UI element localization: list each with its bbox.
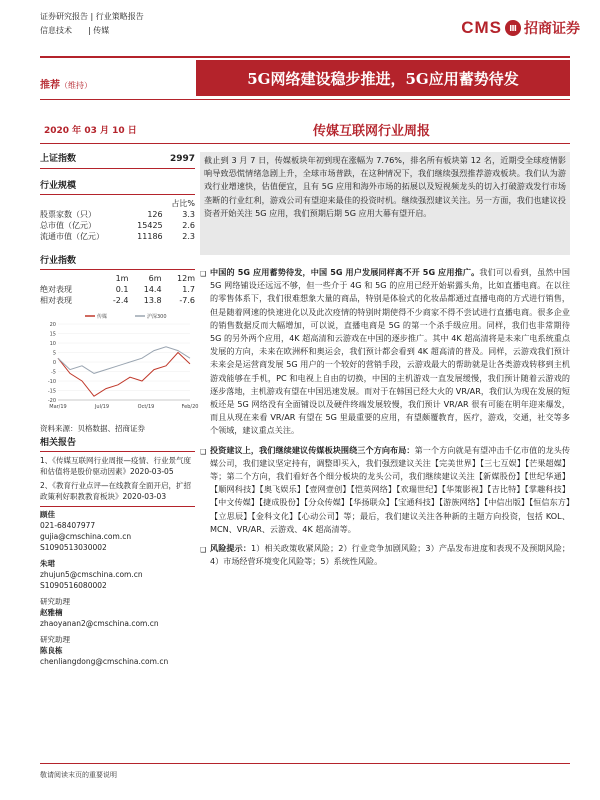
link-strategy[interactable]: 行业策略报告 bbox=[95, 12, 144, 21]
contact-name: 赵雅楠 bbox=[40, 608, 63, 617]
related-reports bbox=[40, 438, 195, 502]
series-line-0 bbox=[58, 353, 190, 397]
bullet-lead: 中国的 5G 应用蓄势待发，中国 5G 用户发展同样离不开 5G 应用推广。 bbox=[210, 267, 480, 277]
contact-email[interactable]: gujia@cmschina.com.cn bbox=[40, 532, 132, 541]
index-label: 上证指数 bbox=[40, 154, 77, 164]
footer-note: 敬请阅读末页的重要说明 bbox=[40, 771, 117, 779]
x-tick-label: Jul/19 bbox=[94, 404, 110, 410]
bullet-text: 第一个方向就是有望冲击千亿市值的龙头传媒公司，我们建议坚定持有，调整即买入，我们强烈建议关注【完美世界】【三七互娱】【芒果超媒】等；第二个方向，我们看好各个细分板块的龙头公司，我们继续建议关注【新媒股份】【世纪华通】【顺网科技】【奥飞娱乐】【壹网壹创】【恺英网络】【欢瑞世纪】【华策影视】【吉比特】【掌趣科技】【中文传媒】【捷成股份】【分众传媒】【华扬联众】【宝通科技】【游族网络】【中信出版】【恒信东方】【立思辰】【金科文化】【心动公司】等；最后，我们建议关注各种新的主题方向投资，包括 KOL、MCN、VR/AR、云游戏、4K 超高清等。 bbox=[210, 444, 570, 534]
scale-col: 占比% bbox=[171, 199, 195, 208]
table-row bbox=[40, 284, 195, 295]
y-tick-label: 5 bbox=[52, 350, 56, 357]
bullet-text: 1）相关政策收紧风险；2）行业竞争加剧风险；3）产品发布进度和表现不及预期风险；4）市场经营环境变化风险等；5）系统性风险。 bbox=[210, 543, 570, 567]
cell: 1.7 bbox=[182, 285, 195, 294]
cell: 股票家数（只） bbox=[40, 210, 96, 219]
y-tick-label: 0 bbox=[52, 360, 56, 366]
x-tick-label: Feb/20 bbox=[181, 404, 199, 410]
contact-name: 朱珺 bbox=[40, 559, 55, 568]
contact-email[interactable]: zhujun5@cmschina.com.cn bbox=[40, 570, 143, 579]
bullet-icon: ❑ bbox=[200, 546, 207, 555]
sidebar bbox=[40, 150, 199, 667]
cell: 126 bbox=[147, 210, 163, 219]
list-item bbox=[200, 444, 570, 536]
y-tick-label: -10 bbox=[47, 379, 56, 385]
rating bbox=[40, 76, 92, 91]
report-subtitle: 传媒互联网行业周报 bbox=[313, 124, 431, 139]
list-item bbox=[200, 542, 570, 568]
report-date: 2020 年 03 月 10 日 bbox=[44, 126, 137, 136]
cell: 11186 bbox=[137, 232, 163, 241]
divider bbox=[40, 763, 570, 764]
index-row bbox=[40, 154, 195, 169]
x-tick-label: Mar/19 bbox=[49, 404, 67, 410]
list-item bbox=[200, 266, 570, 438]
link-it[interactable]: 信息技术 bbox=[40, 26, 72, 35]
table-row bbox=[40, 231, 195, 242]
logo-text: CMS bbox=[461, 18, 502, 37]
perf-chart bbox=[40, 310, 199, 414]
contacts bbox=[40, 506, 195, 667]
y-tick-label: -20 bbox=[47, 398, 56, 404]
y-tick-label: 20 bbox=[49, 322, 56, 328]
y-tick-label: -5 bbox=[51, 369, 56, 376]
legend-label: 沪深300 bbox=[147, 314, 167, 320]
y-tick-label: 10 bbox=[49, 341, 56, 347]
y-tick-label: -15 bbox=[47, 388, 56, 395]
cell: 2.6 bbox=[182, 221, 195, 230]
link-report[interactable]: 证券研究报告 bbox=[40, 12, 88, 21]
table-row bbox=[40, 220, 195, 231]
scale-title: 行业规模 bbox=[40, 181, 195, 195]
y-tick-label: 15 bbox=[49, 331, 56, 338]
table-row bbox=[40, 295, 195, 306]
related-title: 相关报告 bbox=[40, 438, 195, 452]
index-value: 2997 bbox=[169, 154, 195, 164]
bullet-list bbox=[200, 266, 570, 574]
cell: 0.1 bbox=[115, 285, 129, 294]
related-item[interactable]: 2、《教育行业点评—在线教育全面开启，扩招政策利好职教教育板块》2020-03-03 bbox=[40, 481, 192, 501]
table-row bbox=[40, 209, 195, 220]
contact-id: S1090516080002 bbox=[40, 581, 107, 590]
contact-phone: 021-68407977 bbox=[40, 521, 96, 530]
contact-email[interactable]: chenliangdong@cmschina.com.cn bbox=[40, 657, 169, 666]
perf-table bbox=[40, 273, 195, 306]
bullet-lead: 投资建议上，我们继续建议传媒板块围绕三个方向布局： bbox=[210, 444, 415, 455]
divider bbox=[40, 143, 570, 144]
divider bbox=[40, 56, 570, 58]
cell: 12m bbox=[177, 274, 195, 283]
cell: 2.3 bbox=[182, 232, 195, 241]
x-tick-label: Oct/19 bbox=[137, 404, 155, 410]
cell: -7.6 bbox=[179, 296, 195, 305]
bullet-icon: ❑ bbox=[200, 447, 207, 456]
cell: 相对表现 bbox=[40, 296, 72, 305]
bullet-text: 我们可以看到，虽然中国 5G 网络铺设还远远不够，但一些介于 4G 和 5G 的应用已经开始崭露头角，比如直播电商。在以往的零售体系下，我们很难想象大量的商品，特别是体验式的化妆品都通过直播电商的方式进行销售，但是随着网速的快速进化以及此次疫情的特别时期使得不少商家不得不尝试进行直播电商。很多企业的销售数据反而大幅增加，可以说，直播电商是 5G 的第一个杀手级应用。同样，我们也非常期待 5G 的另外两个应用，4K 超高清和云游戏在中国的逐步推广。其中 4K 超高清将是未来广电系统重点发展的方向，未来在欧洲杯和奥运会，我们预计都会看到 4K 超高清的普及。同样，云游戏我们预计未来会是运营商发展 5G 用户的一个较好的营销手段，云游戏最大的帮助就是让各类游戏转移到主机游戏能够在手机，PC 和电视上自由的切换，中国的主机游戏一直发展缓慢，我们预计随着云游戏的逐步落地，主机游戏有望在中国迅速发展。而对于在韩国已经大火的 VR/AR，我们认为现在发展的短板还是 5G 网络没有全面铺设以及硬件终端发展较慢，我们预计 VR/AR 很有可能在明年迎来爆发，而且从现在来看 VR/AR 有望在 5G 里最重要的应用，有望颇覆教育，医疗，游戏，交通，社交等多个领域，建议重点关注。 bbox=[210, 267, 570, 436]
rating-label: 推荐 bbox=[40, 80, 60, 91]
cell: -2.4 bbox=[112, 296, 129, 305]
contact-id: S1090513030002 bbox=[40, 543, 107, 552]
cell: 14.4 bbox=[143, 285, 162, 294]
cell: 流通市值（亿元） bbox=[40, 232, 104, 241]
logo-cn: 招商证券 bbox=[524, 21, 580, 37]
rating-sub: （维持） bbox=[60, 81, 92, 90]
link-media[interactable]: 传媒 bbox=[93, 26, 110, 35]
contact-name: 顾佳 bbox=[40, 510, 55, 519]
report-title: 5G网络建设稳步推进，5G应用蓄势待发 bbox=[196, 60, 570, 96]
bullet-icon: ❑ bbox=[200, 270, 207, 278]
cell: 15425 bbox=[137, 221, 163, 230]
contact-role: 研究助理 bbox=[40, 597, 70, 606]
divider bbox=[40, 99, 570, 100]
cell: 1m bbox=[115, 274, 129, 283]
cell: 总市值（亿元） bbox=[40, 221, 96, 230]
contact-role: 研究助理 bbox=[40, 635, 70, 644]
contact-email[interactable]: zhaoyanan2@cmschina.com.cn bbox=[40, 619, 159, 628]
cell: 6m bbox=[148, 274, 162, 283]
cell: 3.3 bbox=[182, 210, 195, 219]
logo-icon: Ⅲ bbox=[505, 20, 521, 36]
scale-table bbox=[40, 198, 195, 242]
legend-label: 传媒 bbox=[97, 314, 108, 320]
cell: 13.8 bbox=[143, 296, 162, 305]
perf-title: 行业指数 bbox=[40, 256, 195, 270]
series-line-1 bbox=[58, 347, 190, 374]
bullet-lead: 风险提示： bbox=[210, 543, 252, 554]
source-note: 资料来源：贝格数据、招商证券 bbox=[40, 424, 145, 433]
brand-logo bbox=[461, 18, 580, 38]
summary-box: 截止到 3 月 7 日，传媒板块年初到现在涨幅为 7.76%，排名所有板块第 12 名，近期受全球疫情影响导致恐慌情绪急剧上升，全球市场普跌，在这种情况下，我们继续强烈推荐游戏板块。我们认为游戏行业增速快，估值便宜，且有 5G 应用和海外市场的拓展以及短视频龙头的切入打破游戏发行市场垄断的行业红利，游戏公司有望迎来最佳的投资时机。继续强烈建议关注。另一方面，我们也建议投资者开始关注 5G 应用，我们预期后期 5G 应用大幕有望开启。 bbox=[200, 152, 570, 255]
related-item[interactable]: 1、《传媒互联网行业周报—疫情、行业景气度和估值将是股价驱动因素》2020-03-05 bbox=[40, 456, 192, 476]
cell: 绝对表现 bbox=[40, 285, 72, 294]
header-links: 证券研究报告 | 行业策略报告 信息技术 | 传媒 bbox=[40, 12, 144, 35]
contact-name: 陈良栋 bbox=[40, 646, 63, 655]
